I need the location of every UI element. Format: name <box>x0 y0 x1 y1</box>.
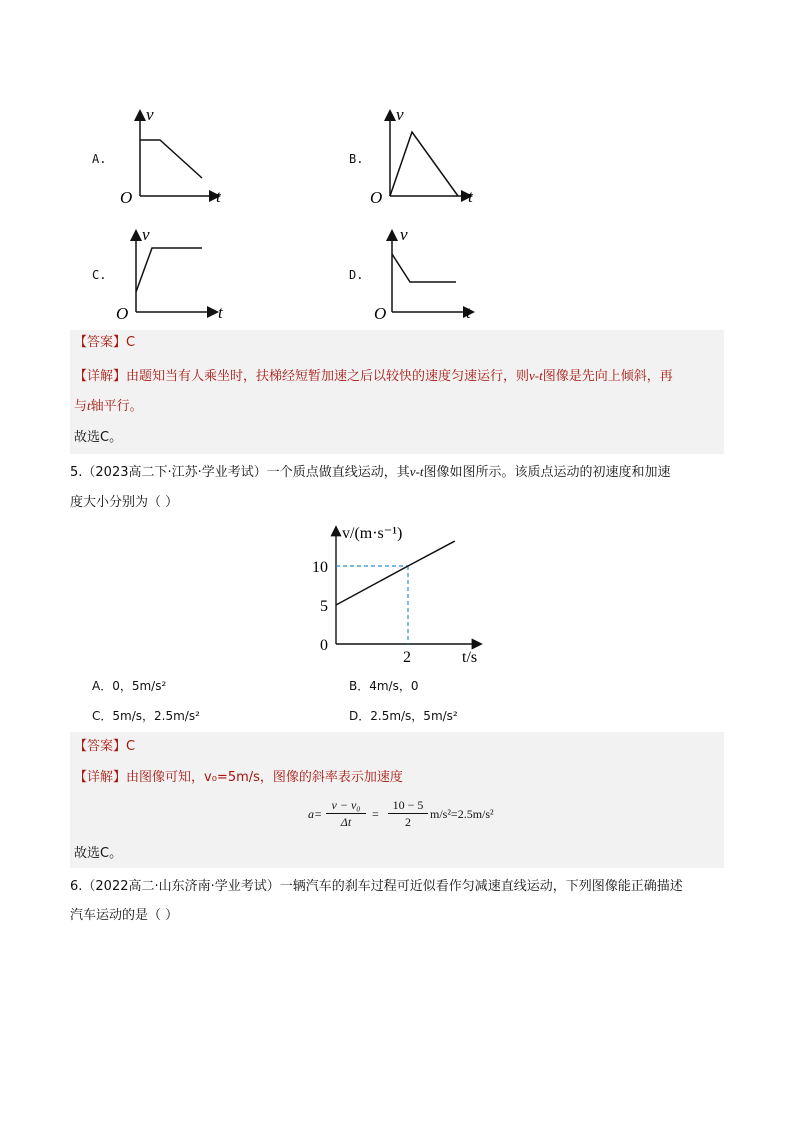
formula-equals: = <box>372 807 379 821</box>
detail-line-2 <box>70 396 728 417</box>
t-term: t <box>87 398 91 413</box>
detail-line-1 <box>70 366 728 387</box>
formula-denominator: Δt <box>340 815 352 829</box>
svg-text:t: t <box>216 187 221 206</box>
detail-text: 轴平行。 <box>90 399 143 414</box>
conclusion: 故选C。 <box>74 430 123 445</box>
detail-tag: 【详解】 <box>74 369 127 384</box>
question-number: 5. <box>70 465 83 480</box>
svg-text:O: O <box>120 188 133 207</box>
graph-a <box>118 100 238 210</box>
x-axis-label: t/s <box>462 649 478 666</box>
detail-tag: 【详解】 <box>74 770 127 785</box>
detail-line <box>70 768 728 788</box>
question-6-line-2: 汽车运动的是（ ） <box>70 908 179 923</box>
y-tick-label: 5 <box>320 598 328 615</box>
question-5-line-2: 度大小分别为（ ） <box>70 495 179 510</box>
answer-tag: 【答案】 <box>74 335 127 350</box>
graph-c <box>116 222 236 326</box>
series-line <box>336 541 455 605</box>
question-number: 6. <box>70 879 83 894</box>
answer-value: C <box>126 335 136 350</box>
svg-text:v: v <box>396 105 404 124</box>
x-tick-label: 2 <box>403 649 411 666</box>
formula-denominator: 2 <box>405 815 411 829</box>
answer-tag: 【答案】 <box>74 739 127 754</box>
graph-b <box>368 100 488 210</box>
detail-text: 由题知当有人乘坐时，扶梯经短暂加速之后以较快的速度匀速运行，则 <box>126 369 530 384</box>
option-b-label: B. <box>349 152 364 166</box>
conclusion: 故选C。 <box>74 846 123 861</box>
svg-text:v: v <box>146 105 154 124</box>
answer-block-q5 <box>70 732 724 868</box>
question-source: （2023高二下·江苏·学业考试） <box>82 465 267 480</box>
question-text: 一个质点做直线运动，其 <box>266 465 410 480</box>
question-source: （2022高二·山东济南·学业考试） <box>82 879 280 894</box>
svg-text:v: v <box>142 225 150 244</box>
answer-line <box>70 333 728 353</box>
y-axis-label: v/(m·s⁻¹) <box>342 525 403 542</box>
svg-text:O: O <box>374 304 387 323</box>
svg-text:v: v <box>400 225 408 244</box>
choice-b[interactable]: B．4m/s，0 <box>349 679 419 693</box>
question-5-chart <box>290 518 500 670</box>
option-a-label: A. <box>92 152 107 166</box>
origin-label: 0 <box>320 637 328 654</box>
question-text: 图像如图所示。该质点运动的初速度和加速 <box>423 465 671 480</box>
option-c-label: C. <box>92 268 107 282</box>
vt-term: v-t <box>409 464 424 479</box>
formula-result: m/s²=2.5m/s² <box>430 807 494 821</box>
question-6-line-1 <box>70 877 724 897</box>
answer-block-q4 <box>70 330 724 454</box>
option-d-label: D. <box>349 268 364 282</box>
y-tick-label: 10 <box>312 559 328 576</box>
detail-text: ，图像的斜率表示加速度 <box>259 770 403 785</box>
v0-value: v₀=5m/s <box>204 770 260 785</box>
detail-text: 与 <box>74 399 88 414</box>
question-5-line-1 <box>70 462 724 483</box>
svg-text:O: O <box>370 188 383 207</box>
detail-text-end: 图像是先向上倾斜，再 <box>542 369 673 384</box>
formula-numerator: v − v₀ <box>326 798 366 814</box>
formula-numerator: 10 − 5 <box>388 798 428 814</box>
answer-line <box>70 737 728 757</box>
choice-c[interactable]: C．5m/s，2.5m/s² <box>92 709 200 723</box>
svg-text:t: t <box>218 303 223 322</box>
svg-text:t: t <box>466 303 471 322</box>
choice-a[interactable]: A．0，5m/s² <box>92 679 167 693</box>
svg-text:t: t <box>468 187 473 206</box>
svg-text:O: O <box>116 304 129 323</box>
answer-value: C <box>126 739 136 754</box>
choice-d[interactable]: D．2.5m/s，5m/s² <box>349 709 458 723</box>
question-text: 一辆汽车的刹车过程可近似看作匀减速直线运动，下列图像能正确描述 <box>279 879 683 894</box>
detail-text: 由图像可知， <box>126 770 205 785</box>
vt-term: v-t <box>529 368 543 383</box>
formula-a: a= <box>308 807 323 821</box>
graph-d <box>372 222 492 326</box>
